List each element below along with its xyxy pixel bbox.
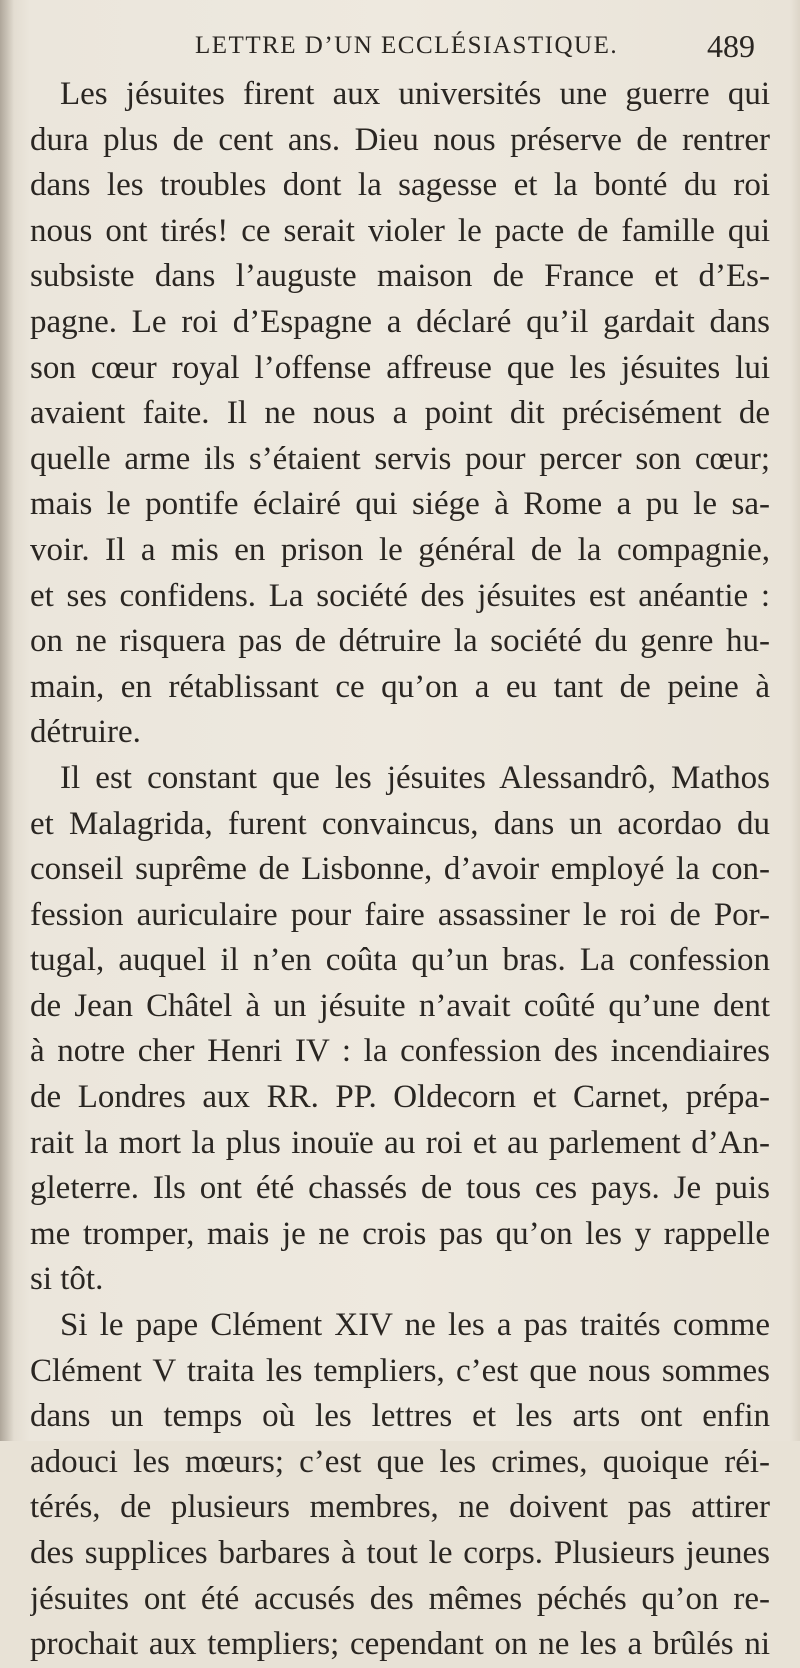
text-line: quelle arme ils s’étaient servis pour percer son cœur; <box>30 440 770 477</box>
running-head <box>195 28 755 68</box>
text-line: prochait aux templiers; cependant on ne les a brûlés ni <box>30 1626 770 1663</box>
text-line: Clément V traita les templiers, c’est que nous sommes <box>30 1352 770 1389</box>
text-line: fession auriculaire pour faire assassiner le roi de Por- <box>30 896 770 933</box>
page-number: 489 <box>707 28 755 64</box>
text-line: de Londres aux RR. PP. Oldecorn et Carnet, prépa- <box>30 1079 770 1116</box>
spine-shadow <box>0 0 14 1441</box>
text-line: son cœur royal l’offense affreuse que les jésuites lui <box>30 349 770 386</box>
text-line: avaient faite. Il ne nous a point dit précisément de <box>30 395 770 432</box>
text-line: main, en rétablissant ce qu’on a eu tant de peine à <box>30 668 770 705</box>
text-line: à notre cher Henri IV : la confession des incendiaires <box>30 1033 770 1070</box>
text-line: mais le pontife éclairé qui siége à Rome a pu le sa- <box>30 486 770 523</box>
text-line: subsiste dans l’auguste maison de France et d’Es- <box>30 258 770 295</box>
text-line: si tôt. <box>30 1261 104 1298</box>
text-line: me tromper, mais je ne crois pas qu’on les y rappelle <box>30 1215 770 1252</box>
text-line: des supplices barbares à tout le corps. Plusieurs jeunes <box>30 1535 770 1571</box>
text-line: de Jean Châtel à un jésuite n’avait coûté qu’une dent <box>30 987 770 1024</box>
text-line: Il est constant que les jésuites Alessandrô, Mathos <box>60 759 770 796</box>
text-line: voir. Il a mis en prison le général de la compagnie, <box>30 531 770 568</box>
text-line: térés, de plusieurs membres, ne doivent pas attirer <box>30 1489 770 1526</box>
text-line: dans un temps où les lettres et les arts ont enfin <box>30 1398 770 1435</box>
text-line: Les jésuites firent aux universités une guerre qui <box>60 76 770 112</box>
text-line: nous ont tirés! ce serait violer le pacte de famille qui <box>30 212 770 249</box>
text-line: et Malagrida, furent convaincus, dans un acordao du <box>30 805 770 842</box>
text-line: tugal, auquel il n’en coûta qu’un bras. La confession <box>30 942 770 979</box>
text-line: détruire. <box>30 714 141 751</box>
text-line: Si le pape Clément XIV ne les a pas traités comme <box>60 1307 770 1344</box>
text-line: on ne risquera pas de détruire la société du genre hu- <box>30 623 770 660</box>
text-line: dans les troubles dont la sagesse et la bonté du roi <box>30 167 770 204</box>
text-line: jésuites ont été accusés des mêmes péchés qu’on re- <box>30 1580 770 1617</box>
text-line: et ses confidens. La société des jésuites est anéantie : <box>30 577 770 614</box>
body-text <box>30 72 770 1668</box>
running-title: LETTRE D’UN ECCLÉSIASTIQUE. <box>195 32 619 59</box>
text-line: pagne. Le roi d’Espagne a déclaré qu’il gardait dans <box>30 303 770 340</box>
text-line: adouci les mœurs; c’est que les crimes, quoique réi- <box>30 1443 770 1480</box>
text-line: conseil suprême de Lisbonne, d’avoir employé la con- <box>30 851 770 888</box>
text-line: gleterre. Ils ont été chassés de tous ces pays. Je puis <box>30 1170 770 1207</box>
text-line: rait la mort la plus inouïe au roi et au parlement d’An- <box>30 1124 770 1161</box>
text-line: dura plus de cent ans. Dieu nous préserve de rentrer <box>30 121 770 158</box>
